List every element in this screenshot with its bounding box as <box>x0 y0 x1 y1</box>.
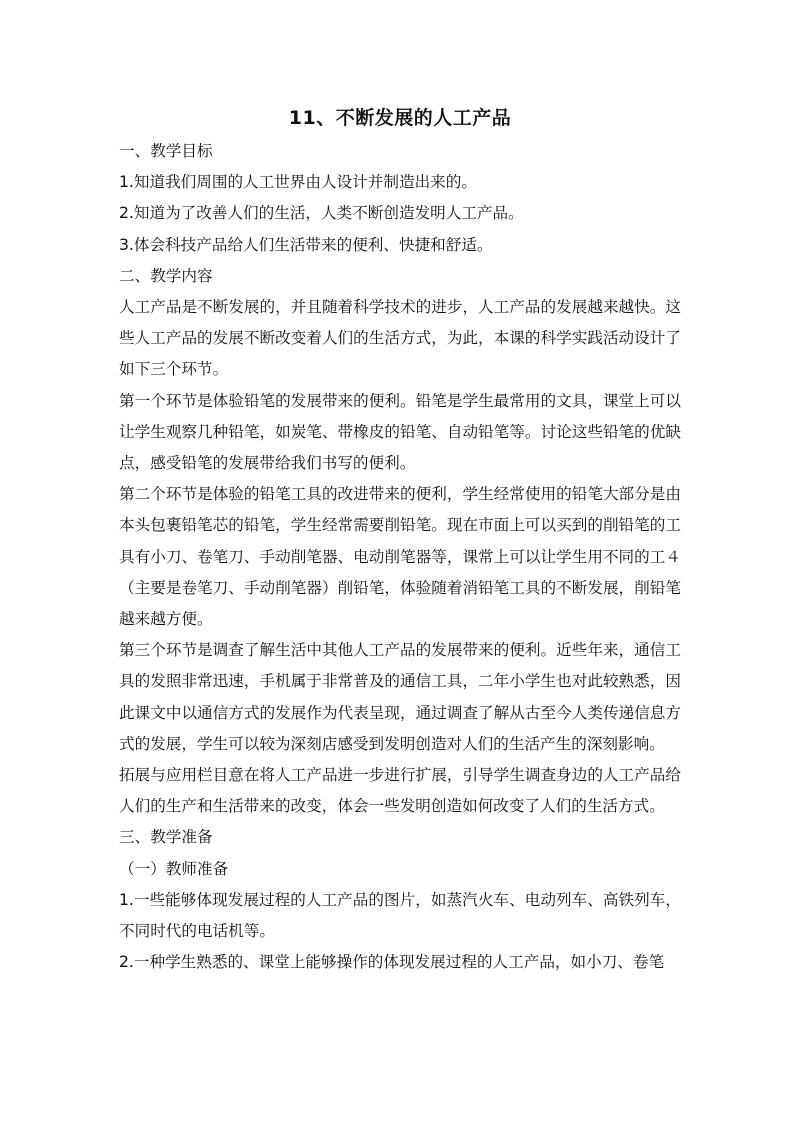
content-intro-paragraph: 人工产品是不断发展的，并且随着科学技术的进步，人工产品的发展越来越快。这些人工产品的发展不断改变着人们的生活方式，为此，本课的科学实践活动设计了如下三个环节。 <box>119 298 681 379</box>
document-body <box>119 104 681 978</box>
objective-item-3: 3.体会科技产品给人们生活带来的便利、快捷和舒适。 <box>119 235 493 254</box>
document-title: 11、不断发展的人工产品 <box>288 107 512 129</box>
content-step-1-paragraph: 第一个环节是体验铅笔的发展带来的便利。铅笔是学生最常用的文具，课堂上可以让学生观察几种铅笔，如炭笔、带橡皮的铅笔、自动铅笔等。讨论这些铅笔的优缺点，感受铅笔的发展带给我们书写的便利。 <box>119 391 681 473</box>
teacher-prep-item-2: 2.一种学生熟悉的、课堂上能够操作的体现发展过程的人工产品，如小刀、卷笔 <box>119 953 665 972</box>
subheading-teacher-preparation: （一）教师准备 <box>119 859 229 878</box>
section-heading-objectives: 一、教学目标 <box>119 142 213 160</box>
objective-item-1: 1.知道我们周围的人工世界由人设计并制造出来的。 <box>119 173 477 192</box>
extension-paragraph: 拓展与应用栏目意在将人工产品进一步进行扩展，引导学生调查身边的人工产品给人们的生产和生活带来的改变，体会一些发明创造如何改变了人们的生活方式。 <box>119 766 681 816</box>
content-step-2-paragraph: 第二个环节是体验的铅笔工具的改进带来的便利，学生经常使用的铅笔大部分是由本头包裹铅笔芯的铅笔，学生经常需要削铅笔。现在市面上可以买到的削铅笔的工具有小刀、卷笔刀、手动削笔器、电动削笔器等，课常上可以让学生用不同的工４（主要是卷笔刀、手动削笔器）削铅笔，体验随着消铅笔工具的不断发展，削铅笔越来越方便。 <box>119 485 681 629</box>
section-heading-content: 二、教学内容 <box>119 266 213 285</box>
content-step-3-paragraph: 第三个环节是调查了解生活中其他人工产品的发展带来的便利。近些年来，通信工具的发照非常迅速，手机属于非常普及的通信工具，二年小学生也对此较熟悉，因此课文中以通信方式的发展作为代表呈现，通过调查了解从古至今人类传递信息方式的发展，学生可以较为深刻店感受到发明创造对人们的生活产生的深刻影响。 <box>119 641 681 753</box>
section-heading-preparation: 三、教学准备 <box>119 828 213 847</box>
teacher-prep-item-1: 1.一些能够体现发展过程的人工产品的图片，如蒸汽火车、电动列车、高铁列车，不同时代的电话机等。 <box>119 890 681 941</box>
objective-item-2: 2.知道为了改善人们的生活，人类不断创造发明人工产品。 <box>119 204 524 223</box>
